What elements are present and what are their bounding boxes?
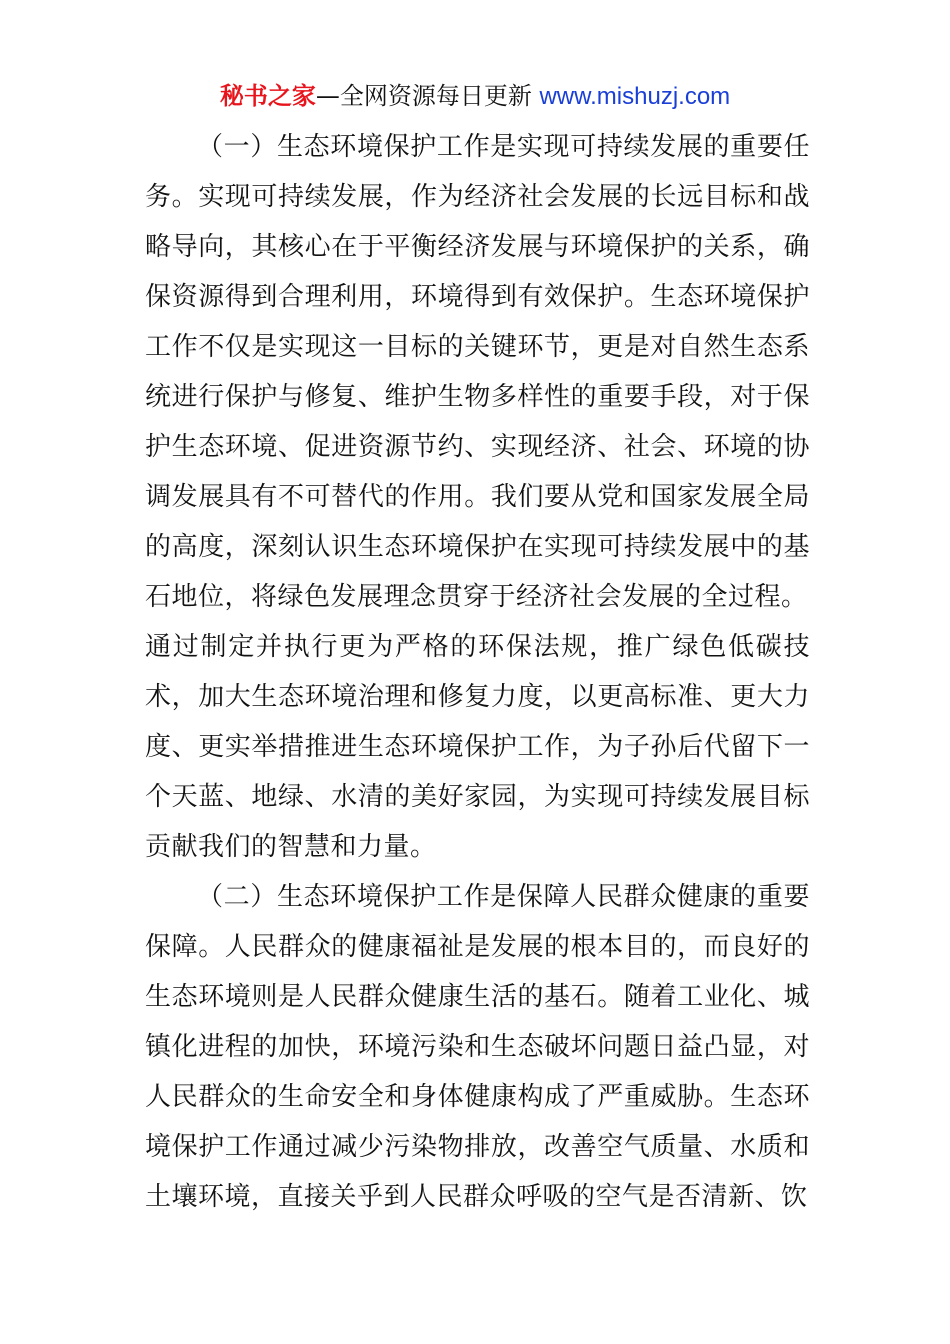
header-tagline: —全网资源每日更新 xyxy=(315,82,540,110)
document-body xyxy=(145,122,810,1222)
paragraph-section-2: （二）生态环境保护工作是保障人民群众健康的重要保障。人民群众的健康福祉是发展的根本目的，而良好的生态环境则是人民群众健康生活的基石。随着工业化、城镇化进程的加快，环境污染和生态破坏问题日益凸显，对人民群众的生命安全和身体健康构成了严重威胁。生态环境保护工作通过减少污染物排放，改善空气质量、水质和土壤环境，直接关乎到人民群众呼吸的空气是否清新、饮 xyxy=(145,882,810,1212)
paragraph-section-1-continued: 通过制定并执行更为严格的环保法规，推广绿色低碳技术，加大生态环境治理和修复力度，以更高标准、更大力度、更实举措推进生态环境保护工作，为子孙后代留下一个天蓝、地绿、水清的美好家园，为实现可持续发展目标贡献我们的智慧和力量。 xyxy=(145,632,810,862)
site-url-link[interactable]: www.mishuzj.com xyxy=(539,83,731,110)
site-header xyxy=(0,80,950,113)
brand-name: 秘书之家 xyxy=(219,82,316,110)
paragraph-section-1: （一）生态环境保护工作是实现可持续发展的重要任务。实现可持续发展，作为经济社会发展的长远目标和战略导向，其核心在于平衡经济发展与环境保护的关系，确保资源得到合理利用，环境得到有效保护。生态环境保护工作不仅是实现这一目标的关键环节，更是对自然生态系统进行保护与修复、维护生物多样性的重要手段，对于保护生态环境、促进资源节约、实现经济、社会、环境的协调发展具有不可替代的作用。我们要从党和国家发展全局的高度，深刻认识生态环境保护在实现可持续发展中的基石地位，将绿色发展理念贯穿于经济社会发展的全过程。 xyxy=(145,132,810,612)
